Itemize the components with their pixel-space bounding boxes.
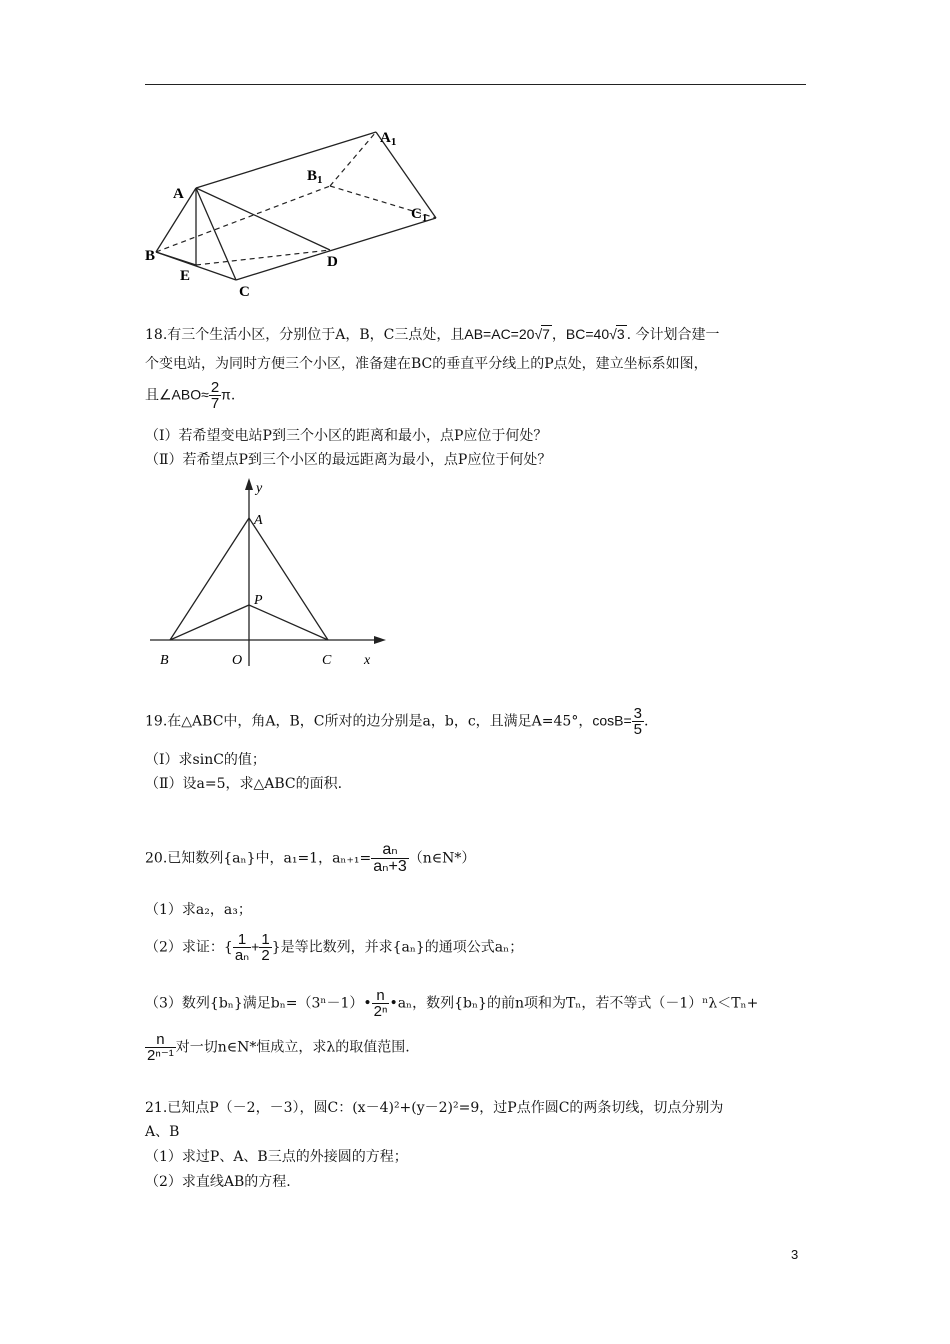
q20-part2: （2）求证：{ $\frac{1}{\text{aₙ}}$ + $\frac{1}{2}$ }是等比数列，并求{aₙ}的通项公式aₙ； [145,931,524,964]
q18-line3: 且∠ABO≈ $\frac{2}{7}$ π. [145,379,236,412]
label-B1: $B_1$ [307,168,323,186]
q21-line1: 21.已知点P（－2，－3），圆C：(x－4)²+(y－2)²=9，过P点作圆C的两条切线，切点分别为 [145,1100,724,1116]
label-A: A [173,186,184,202]
q19-line1: 19.在△ABC中，角A，B，C所对的边分别是a，b，c，且满足A=45°，cosB= $\frac{3}{5}$ . [145,705,649,738]
q19-part1: （Ⅰ）求sinC的值； [145,752,266,768]
q20-part1: （1）求a₂，a₃； [145,902,252,918]
label-C: C [239,284,250,300]
q20-part3: （3）数列{bₙ}满足bₙ=（3ⁿ－1）• $\frac{n}{\text{2ⁿ}}$ •aₙ，数列{bₙ}的前n项和为Tₙ，若不等式（－1）ⁿλ＜Tₙ+ [145,987,759,1020]
q21-line2: A、B [145,1124,180,1140]
axis-label-x: x [364,653,371,668]
page-number: 3 [791,1247,799,1262]
axis-label-y: y [256,481,263,496]
q20-line1: 20.已知数列{aₙ}中，a₁=1，aₙ₊₁= $\frac{\text{aₙ}}{\text{aₙ+3}}$ （n∈N*） [145,841,476,875]
q18-part1: （Ⅰ）若希望变电站P到三个小区的距离和最小，点P应位于何处？ [145,428,548,444]
q19-part2: （Ⅱ）设a=5，求△ABC的面积. [145,776,343,792]
q21-part1: （1）求过P、A、B三点的外接圆的方程； [145,1149,408,1165]
x-axis-arrow [374,636,386,644]
label-E: E [180,268,191,284]
q18-line2: 个变电站，为同时方便三个小区，准备建在BC的垂直平分线上的P点处，建立坐标系如图， [145,356,708,372]
q20-part3-cont: $\frac{n}{\text{2ⁿ⁻¹}}$ 对一切n∈N*恒成立，求λ的取值范围. [147,1031,410,1064]
q18-part2: （Ⅱ）若希望点P到三个小区的最远距离为最小，点P应位于何处？ [145,452,552,468]
y-axis-arrow [245,478,253,490]
label-A1: $A_1$ [380,130,397,148]
point-label-C: C [322,653,332,668]
label-C1: $C_1$ [411,206,428,224]
prism-figure [140,120,460,305]
q18-line1: 18.有三个生活小区，分别位于A，B，C三点处，且AB=AC=20√7 ，BC=40√3 . 今计划合建一 [145,326,720,343]
point-label-O: O [232,653,243,668]
q21-part2: （2）求直线AB的方程. [145,1174,291,1190]
point-label-A: A [254,513,263,528]
label-D: D [327,254,338,270]
point-label-B: B [160,653,169,668]
label-B: B [145,248,156,264]
coordinate-figure [150,476,390,671]
header-rule [145,84,806,85]
point-label-P: P [254,593,263,608]
